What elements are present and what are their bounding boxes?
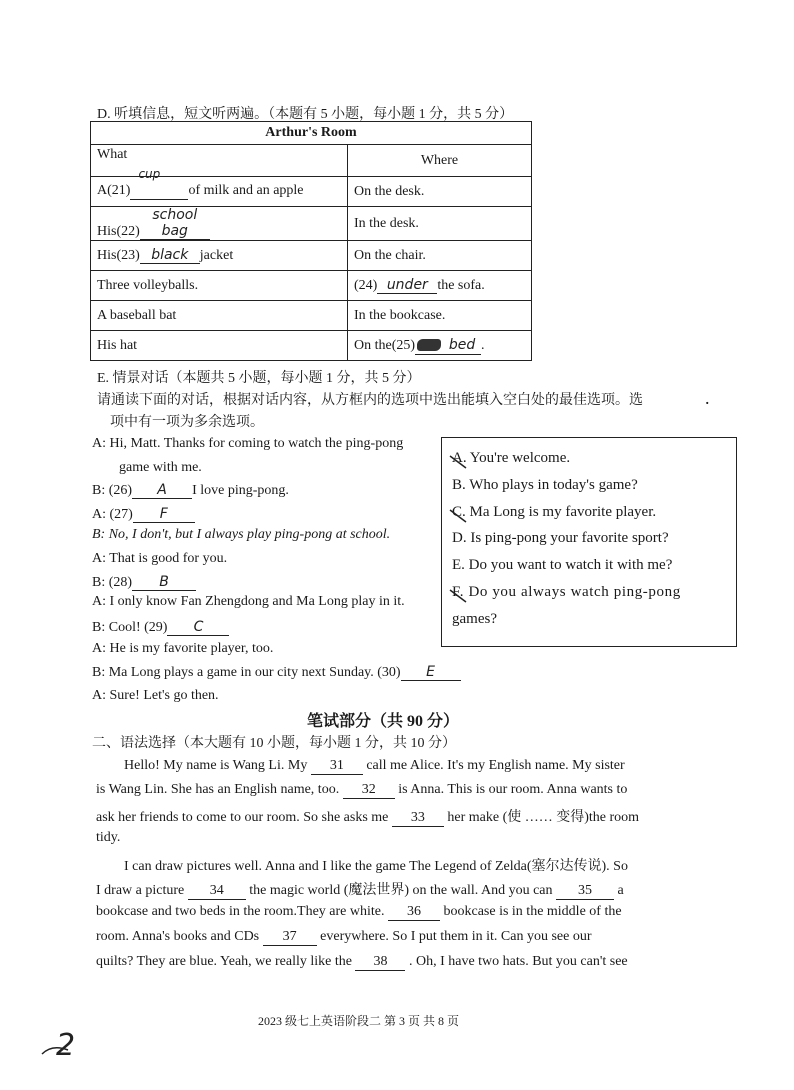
what-text: jacket xyxy=(199,248,234,263)
passage-text: ask her friends to come to our room. So she asks me xyxy=(96,810,392,825)
scribble-mark xyxy=(417,339,441,351)
passage-text: the magic world (魔法世界) on the wall. And you can xyxy=(245,883,557,898)
answer-blank xyxy=(130,167,188,200)
option-c: C. Ma Long is my favorite player. xyxy=(452,504,657,520)
option-b: B. Who plays in today's game? xyxy=(452,477,638,493)
section-2-heading: 二、语法选择（本大题有 10 小题，每小题 1 分，共 10 分） xyxy=(92,736,456,751)
arthurs-room-table xyxy=(90,121,532,361)
passage-text: room. Anna's books and CDs xyxy=(96,929,263,944)
pen-stroke xyxy=(42,1048,68,1054)
dialogue-line xyxy=(92,664,461,681)
what-cell: A baseball bat xyxy=(91,301,348,331)
where-text: On the(25) xyxy=(354,337,416,353)
blank-number: 36 xyxy=(388,904,440,921)
dialogue-text: B: (28) xyxy=(92,575,133,590)
what-text: A(21) xyxy=(97,183,131,198)
passage-text: quilts? They are blue. Yeah, we really like the xyxy=(96,954,356,969)
strike-f xyxy=(450,590,466,602)
pen-strike-marks xyxy=(448,448,476,618)
where-text: the sofa. xyxy=(437,278,485,293)
handwritten-answer: cup xyxy=(138,167,161,181)
blank-number: 33 xyxy=(392,810,444,827)
passage-text: her make (使 …… 变得)the room xyxy=(443,810,640,825)
col-header-what: What xyxy=(91,145,348,177)
strike-a xyxy=(450,456,466,468)
what-cell: Three volleyballs. xyxy=(91,271,348,301)
handwritten-answer: F xyxy=(133,506,195,523)
passage-text: bookcase and two beds in the room.They are white. xyxy=(96,904,388,919)
answer-blank xyxy=(415,337,481,355)
passage-text: a xyxy=(614,883,624,898)
table-row xyxy=(91,177,532,207)
handwritten-answer: A xyxy=(132,482,192,499)
handwritten-answer: school bag xyxy=(140,207,210,240)
stray-dot: . xyxy=(705,388,710,408)
passage-text: everywhere. So I put them in it. Can you see our xyxy=(316,929,592,944)
dialogue-text: I love ping-pong. xyxy=(192,483,289,498)
dialogue-line: game with me. xyxy=(119,460,202,475)
passage-line xyxy=(96,806,639,827)
option-e: E. Do you want to watch it with me? xyxy=(452,557,673,573)
handwritten-answer: B xyxy=(132,574,196,591)
what-cell xyxy=(91,207,348,241)
passage-line xyxy=(96,954,628,971)
dialogue-line: A: Hi, Matt. Thanks for coming to watch the ping-pong xyxy=(92,436,404,451)
dialogue-line xyxy=(92,482,289,499)
dialogue-text: B: (26) xyxy=(92,483,133,498)
dialogue-line: B: No, I don't, but I always play ping-pong at school. xyxy=(92,527,391,542)
blank-number: 34 xyxy=(188,883,246,900)
where-cell xyxy=(348,331,532,361)
table-row xyxy=(91,271,532,301)
dialogue-line xyxy=(92,619,229,636)
passage-line xyxy=(124,758,625,775)
what-text: His(22) xyxy=(97,224,140,239)
handwritten-answer: E xyxy=(401,664,461,681)
dialogue-text: B: Cool! (29) xyxy=(92,620,168,635)
dialogue-line xyxy=(92,574,196,591)
section-d-heading: D. 听填信息，短文听两遍。（本题有 5 小题，每小题 1 分，共 5 分） xyxy=(97,107,514,122)
blank-number: 35 xyxy=(556,883,614,900)
option-a: A. You're welcome. xyxy=(452,450,571,466)
where-cell: On the desk. xyxy=(348,177,532,207)
passage-line: tidy. xyxy=(96,830,121,845)
what-text: of milk and an apple xyxy=(188,183,304,198)
handwritten-answer: under xyxy=(377,277,437,294)
what-text: His(23) xyxy=(97,248,140,263)
section-e-heading: E. 情景对话（本题共 5 小题，每小题 1 分，共 5 分） xyxy=(97,371,421,386)
what-cell xyxy=(91,241,348,271)
option-f: F. Do you always watch ping-pong xyxy=(452,584,681,600)
passage-text: is Wang Lin. She has an English name, too. xyxy=(96,782,343,797)
table-row xyxy=(91,331,532,361)
blank-number: 31 xyxy=(311,758,363,775)
section-e-instruction: 请通读下面的对话，根据对话内容，从方框内的选项中选出能填入空白处的最佳选项。选 xyxy=(97,393,643,408)
handwritten-answer: C xyxy=(167,619,229,636)
section-e-instruction: 项中有一项为多余选项。 xyxy=(110,415,264,430)
where-cell: In the desk. xyxy=(348,207,532,241)
table-row xyxy=(91,207,532,241)
page-footer: 2023 级七上英语阶段二 第 3 页 共 8 页 xyxy=(258,1014,460,1028)
option-f-cont: games? xyxy=(452,611,497,627)
dialogue-line xyxy=(92,506,195,523)
passage-line xyxy=(96,929,592,946)
options-box xyxy=(441,437,737,647)
dialogue-line: A: I only know Fan Zhengdong and Ma Long play in it. xyxy=(92,594,405,609)
passage-line: I can draw pictures well. Anna and I like the game The Legend of Zelda(塞尔达传说). So xyxy=(124,859,628,874)
dialogue-line: A: He is my favorite player, too. xyxy=(92,641,274,656)
dialogue-line: A: Sure! Let's go then. xyxy=(92,688,219,703)
dialogue-text: A: (27) xyxy=(92,507,133,522)
blank-number: 38 xyxy=(355,954,405,971)
passage-text: bookcase is in the middle of the xyxy=(439,904,622,919)
blank-number: 37 xyxy=(263,929,317,946)
handwritten-corner-mark: 2 xyxy=(56,1028,76,1063)
dialogue-line: A: That is good for you. xyxy=(92,551,228,566)
where-cell xyxy=(348,271,532,301)
passage-text: Hello! My name is Wang Li. My xyxy=(124,758,311,773)
what-cell xyxy=(91,167,348,207)
passage-line xyxy=(96,904,622,921)
strike-c xyxy=(450,510,466,522)
handwritten-answer: bed xyxy=(448,336,476,353)
passage-text: is Anna. This is our room. Anna wants to xyxy=(394,782,628,797)
passage-text: I draw a picture xyxy=(96,883,188,898)
col-header-where: Where xyxy=(348,145,532,177)
where-text: (24) xyxy=(354,278,378,293)
passage-text: . Oh, I have two hats. But you can't see xyxy=(405,954,628,969)
where-cell: In the bookcase. xyxy=(348,301,532,331)
blank-number: 32 xyxy=(343,782,395,799)
passage-line xyxy=(96,782,627,799)
table-title: Arthur's Room xyxy=(91,122,532,145)
corner-pen-stroke xyxy=(40,1040,70,1060)
table-row xyxy=(91,241,532,271)
what-cell: His hat xyxy=(91,331,348,361)
option-d: D. Is ping-pong your favorite sport? xyxy=(452,530,669,546)
handwritten-answer: black xyxy=(140,247,200,264)
written-part-title: 笔试部分（共 90 分） xyxy=(307,713,460,730)
passage-text: call me Alice. It's my English name. My sister xyxy=(362,758,625,773)
passage-line xyxy=(96,879,624,900)
where-text: . xyxy=(481,337,485,353)
dialogue-text: B: Ma Long plays a game in our city next Sunday. (30) xyxy=(92,665,401,680)
table-row xyxy=(91,301,532,331)
where-cell: On the chair. xyxy=(348,241,532,271)
